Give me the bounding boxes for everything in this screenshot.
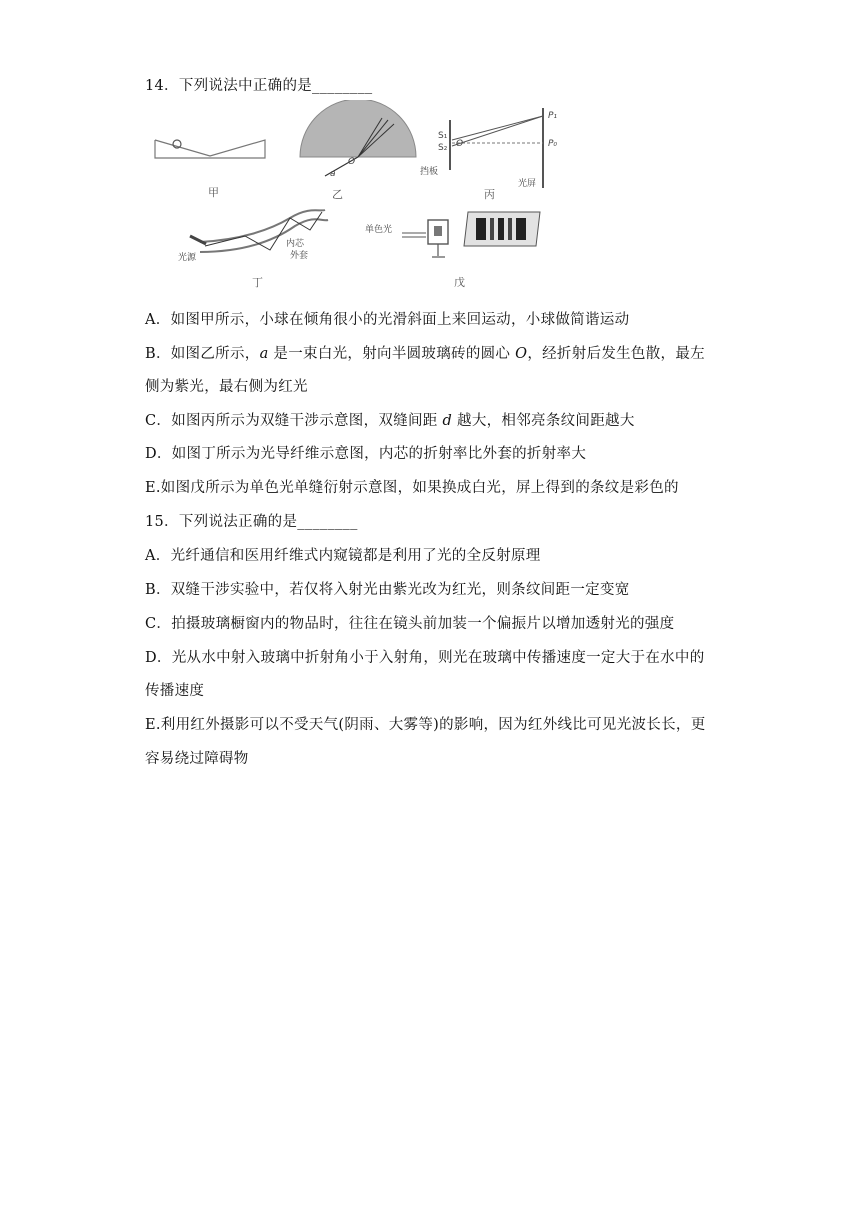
q14-option-b-text: B．如图乙所示， bbox=[145, 346, 260, 362]
label-ding: 丁 bbox=[252, 276, 263, 289]
q14-option-d: D．如图丁所示为光导纤维示意图，内芯的折射率比外套的折射率大 bbox=[145, 446, 587, 462]
q15-option-e-line1: E.利用红外摄影可以不受天气(阴雨、大雾等)的影响，因为红外线比可见光波长长，更 bbox=[145, 717, 706, 733]
q15-stem: 15．下列说法正确的是________ bbox=[145, 514, 358, 530]
label-danseguang: 单色光 bbox=[365, 225, 393, 235]
label-waitao: 外套 bbox=[290, 251, 309, 261]
q14-option-b-text: 是一束白光，射向半圆玻璃砖的圆心 bbox=[268, 346, 516, 362]
q14-stem: 14．下列说法中正确的是________ bbox=[145, 78, 373, 94]
q15-option-c: C．拍摄玻璃橱窗内的物品时，往往在镜头前加装一个偏振片以增加透射光的强度 bbox=[145, 616, 675, 632]
q15-option-e-line2: 容易绕过障碍物 bbox=[145, 751, 249, 767]
label-yi: 乙 bbox=[332, 188, 343, 201]
figure-jia bbox=[155, 140, 265, 199]
label-bing: 丙 bbox=[484, 188, 495, 201]
optics-diagram bbox=[150, 100, 580, 296]
q15-option-a: A．光纤通信和医用纤维式内窥镜都是利用了光的全反射原理 bbox=[145, 548, 541, 564]
q14-option-c-text: 越大，相邻亮条纹间距越大 bbox=[452, 413, 635, 429]
label-a: a bbox=[330, 169, 336, 179]
figure-ding bbox=[178, 210, 328, 289]
q14-option-c bbox=[145, 411, 635, 431]
label-guangping: 光屏 bbox=[518, 179, 537, 189]
figure-bing bbox=[420, 108, 557, 201]
q14-figure bbox=[150, 100, 580, 296]
label-jia: 甲 bbox=[208, 186, 219, 199]
var-a: a bbox=[259, 346, 269, 362]
label-wu: 戊 bbox=[454, 276, 465, 289]
label-o: O bbox=[348, 157, 356, 167]
q14-option-b-line1 bbox=[145, 344, 705, 364]
q14-option-a: A．如图甲所示，小球在倾角很小的光滑斜面上来回运动，小球做简谐运动 bbox=[145, 312, 630, 328]
q15-option-d-line2: 传播速度 bbox=[145, 683, 205, 699]
var-d: d bbox=[442, 413, 453, 429]
figure-wu bbox=[365, 212, 540, 289]
label-dangban: 挡板 bbox=[420, 167, 439, 177]
label-p0: P₀ bbox=[548, 139, 558, 149]
figure-yi bbox=[300, 100, 416, 201]
q15-option-d-line1: D．光从水中射入玻璃中折射角小于入射角，则光在玻璃中传播速度一定大于在水中的 bbox=[145, 650, 705, 666]
q15-option-b: B．双缝干涉实验中，若仅将入射光由紫光改为红光，则条纹间距一定变宽 bbox=[145, 582, 630, 598]
label-s2: S₂ bbox=[438, 143, 448, 153]
label-neixin: 内芯 bbox=[286, 239, 305, 249]
label-p1: P₁ bbox=[548, 111, 558, 121]
q14-option-b-line2: 侧为紫光，最右侧为红光 bbox=[145, 379, 308, 395]
label-o2: O bbox=[456, 139, 464, 149]
q14-option-c-text: C．如图丙所示为双缝干涉示意图，双缝间距 bbox=[145, 413, 443, 429]
var-o: O bbox=[515, 346, 528, 362]
label-s1: S₁ bbox=[438, 131, 448, 141]
label-guangyuan: 光源 bbox=[178, 253, 197, 263]
q14-option-b-text: ，经折射后发生色散，最左 bbox=[527, 346, 705, 362]
q14-option-e: E.如图戊所示为单色光单缝衍射示意图，如果换成白光，屏上得到的条纹是彩色的 bbox=[145, 480, 679, 496]
